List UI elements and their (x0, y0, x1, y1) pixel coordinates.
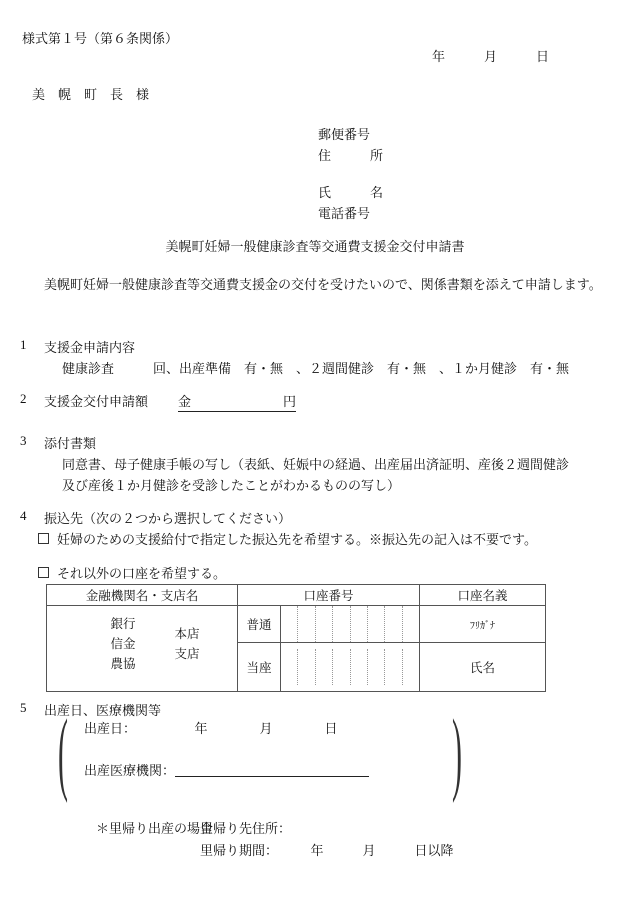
section-4-number: 4 (20, 508, 27, 523)
left-bracket-icon: ( (58, 702, 68, 805)
birth-facility-blank[interactable] (175, 776, 369, 777)
transfer-option-2-label: それ以外の口座を希望する。 (57, 566, 227, 581)
section-3-line-1: 同意書、母子健康手帳の写し（表紙、妊娠中の経過、出産届出済証明、産後２週間健診 (62, 457, 570, 472)
transfer-option-1[interactable] (38, 529, 537, 548)
digit-cell[interactable] (298, 649, 315, 685)
section-4-heading: 振込先（次の２つから選択してください） (44, 511, 292, 526)
currency-suffix: 円 (283, 394, 297, 409)
section-5-heading: 出産日、医療機関等 (44, 703, 162, 718)
section-1-heading: 支援金申請内容 (44, 340, 136, 355)
account-holder-name-field[interactable]: 氏名 (420, 643, 546, 692)
header-institution: 金融機関名・支店名 (47, 585, 238, 606)
institution-kind[interactable]: 銀行 (110, 617, 136, 631)
checkbox-icon[interactable] (38, 567, 49, 578)
address-label: 住 所 (318, 148, 384, 163)
institution-kind-list (95, 614, 151, 674)
satogaeri-address-field[interactable]: 里帰り先住所： (200, 821, 292, 836)
satogaeri-note-label: ＊里帰り出産の場合 (96, 821, 214, 836)
section-3-number: 3 (20, 433, 27, 448)
phone-label: 電話番号 (318, 206, 371, 221)
form-title: 美幌町妊婦一般健康診査等交通費支援金交付申請書 (165, 239, 465, 254)
checkbox-icon[interactable] (38, 533, 49, 544)
digit-cell[interactable] (316, 649, 333, 685)
institution-kind[interactable]: 信金 (110, 637, 136, 651)
digit-cell[interactable] (368, 649, 385, 685)
bank-account-table (46, 584, 546, 692)
right-bracket-icon: ) (452, 702, 462, 805)
digit-cell[interactable] (333, 606, 350, 642)
transfer-option-2[interactable] (38, 563, 226, 582)
digit-cell[interactable] (403, 606, 419, 642)
name-label: 氏 名 (318, 185, 384, 200)
table-header-row (47, 585, 546, 606)
digit-cell[interactable] (385, 606, 402, 642)
institution-kind[interactable]: 農協 (110, 657, 136, 671)
document-number: 様式第１号（第６条関係） (22, 31, 179, 46)
furigana-field[interactable]: ﾌﾘｶﾞﾅ (420, 606, 546, 643)
digit-cell[interactable] (368, 606, 385, 642)
digit-cell[interactable] (281, 606, 298, 642)
account-number-cells-futsu[interactable] (281, 606, 420, 643)
section-3-heading: 添付書類 (44, 436, 97, 451)
digit-cell[interactable] (385, 649, 402, 685)
addressee: 美 幌 町 長 様 (32, 87, 150, 102)
section-2-number: 2 (20, 391, 27, 406)
digit-cell[interactable] (298, 606, 315, 642)
branch-kind[interactable]: 支店 (174, 647, 200, 661)
section-2-heading: 支援金交付申請額 (44, 394, 149, 409)
digit-cell[interactable] (403, 649, 419, 685)
digit-cell[interactable] (281, 649, 298, 685)
digit-cell[interactable] (316, 606, 333, 642)
transfer-option-1-label: 妊婦のための支援給付で指定した振込先を希望する。※振込先の記入は不要です。 (57, 532, 537, 547)
section-1-content: 健康診査 回、出産準備 有・無 、２週間健診 有・無 、１か月健診 有・無 (62, 361, 570, 376)
table-row (47, 606, 546, 643)
branch-kind[interactable]: 本店 (174, 627, 200, 641)
digit-cell[interactable] (351, 606, 368, 642)
account-type-futsu[interactable]: 普通 (238, 606, 281, 643)
postal-code-label: 郵便番号 (318, 127, 371, 142)
section-5-number: 5 (20, 700, 27, 715)
intro-paragraph: 美幌町妊婦一般健康診査等交通費支援金の交付を受けたいので、関係書類を添えて申請します。 (44, 277, 602, 292)
account-number-cells-toza[interactable] (281, 643, 420, 692)
birth-facility-field[interactable] (84, 760, 369, 779)
branch-kind-list (165, 624, 209, 664)
section-3-line-2: 及び産後１か月健診を受診したことがわかるものの写し） (62, 478, 401, 493)
currency-prefix: 金 (178, 394, 192, 409)
birth-facility-label: 出産医療機関： (84, 763, 176, 778)
header-account-holder: 口座名義 (420, 585, 546, 606)
account-type-toza[interactable]: 当座 (238, 643, 281, 692)
header-account-number: 口座番号 (238, 585, 420, 606)
birth-date-field[interactable]: 出産日： 年 月 日 (84, 721, 338, 736)
institution-cell[interactable] (47, 606, 238, 692)
date-line: 年 月 日 (432, 49, 550, 64)
section-1-number: 1 (20, 337, 27, 352)
satogaeri-term-field[interactable]: 里帰り期間： 年 月 日以降 (200, 843, 454, 858)
digit-cell[interactable] (333, 649, 350, 685)
amount-entry-field[interactable] (178, 391, 296, 412)
digit-cell[interactable] (351, 649, 368, 685)
